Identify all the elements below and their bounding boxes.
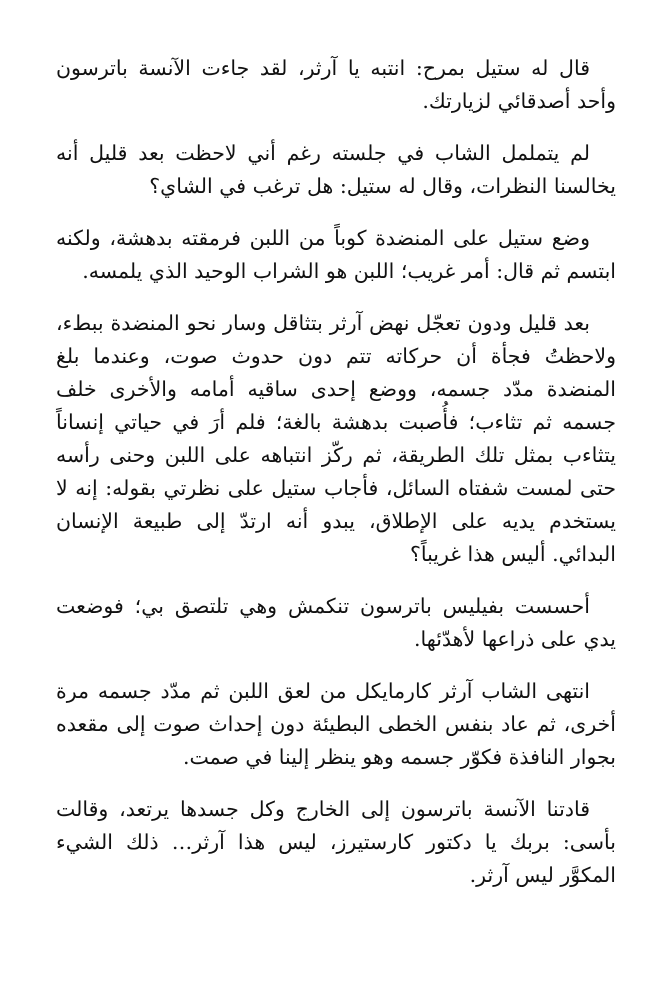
paragraph-4: بعد قليل ودون تعجّل نهض آرثر بتثاقل وسار نحو المنضدة ببطء، ولاحظتُ فجأة أن حركاته تتم دون حدوث صوت، وعندما بلغ المنضدة مدّد جسمه، ووضع إحدى ساقيه أمامه والأخرى خلف جسمه ثم تثاءب؛ فأُصبت بدهشة بالغة؛ فلم أرَ في حياتي إنساناً يتثاءب بمثل تلك الطريقة، ثم ركّز انتباهه على اللبن وحنى رأسه حتى لمست شفتاه السائل، فأجاب ستيل على نظرتي بقوله: إنه لا يستخدم يديه على الإطلاق، يبدو أنه ارتدّ إلى طبيعة الإنسان البدائي. أليس هذا غريباً؟ — [56, 311, 616, 566]
paragraph-5: أحسست بفيليس باترسون تنكمش وهي تلتصق بي؛ فوضعت يدي على ذراعها لأهدّئها. — [56, 594, 616, 651]
paragraph-2: لم يتململ الشاب في جلسته رغم أني لاحظت بعد قليل أنه يخالسنا النظرات، وقال له ستيل: هل ترغب في الشاي؟ — [56, 141, 616, 198]
paragraph-1: قال له ستيل بمرح: انتبه يا آرثر، لقد جاءت الآنسة باترسون وأحد أصدقائي لزيارتك. — [56, 56, 616, 113]
paragraph-7: قادتنا الآنسة باترسون إلى الخارج وكل جسدها يرتعد، وقالت بأسى: بربك يا دكتور كارستيرز، ليس هذا آرثر… ذلك الشيء المكوَّر ليس آرثر. — [56, 797, 616, 887]
paragraph-6: انتهى الشاب آرثر كارمايكل من لعق اللبن ثم مدّد جسمه مرة أخرى، ثم عاد بنفس الخطى البطيئة دون إحداث صوت إلى مقعده بجوار النافذة فكوّر جسمه وهو ينظر إلينا في صمت. — [56, 679, 616, 769]
paragraph-3: وضع ستيل على المنضدة كوباً من اللبن فرمقته بدهشة، ولكنه ابتسم ثم قال: أمر غريب؛ اللبن هو الشراب الوحيد الذي يلمسه. — [56, 226, 616, 283]
book-page — [56, 52, 616, 911]
